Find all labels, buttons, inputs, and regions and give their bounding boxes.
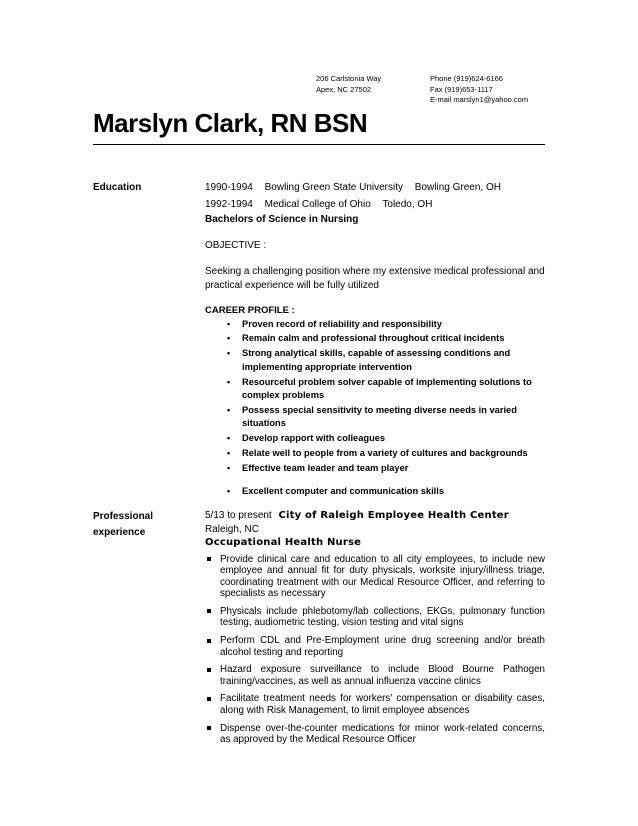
square-bullet-icon (207, 557, 211, 561)
square-bullet-icon (207, 697, 211, 701)
list-item: • Resourceful problem solver capable of implementing solutions to complex problems (227, 376, 532, 401)
list-item: • Remain calm and professional throughout critical incidents (205, 332, 545, 345)
list-item: Physicals include phlebotomy/lab collections, EKGs, pulmonary function testing, audiometric testing, vision testing and vital signs (205, 606, 545, 629)
career-profile-heading: CAREER PROFILE : (205, 305, 295, 316)
education-location: Toledo, OH (382, 198, 433, 210)
list-item: Dispense over-the-counter medications for minor work-related concerns, as approved by the Medical Resource Officer (205, 723, 545, 746)
list-item: Perform CDL and Pre-Employment urine drug screening and/or breath alcohol testing and reporting (205, 635, 545, 658)
education-label: Education (93, 182, 142, 193)
list-item: Facilitate treatment needs for workers’ compensation or disability cases, along with Risk Management, to limit employee absences (205, 693, 545, 716)
address-block (316, 74, 381, 95)
header-divider (93, 144, 545, 145)
education-section (205, 181, 545, 500)
list-item: • Develop rapport with colleagues (205, 432, 545, 445)
fax-text: Fax (919)653-1117 (430, 84, 493, 94)
square-bullet-icon (207, 668, 211, 672)
bullet-icon: • (227, 448, 231, 459)
education-years: 1990-1994 (205, 182, 253, 193)
education-school: Medical College of Ohio (264, 198, 371, 210)
degree-text: Bachelors of Science in Nursing (205, 214, 359, 225)
objective-heading: OBJECTIVE : (205, 239, 267, 251)
job-title: Occupational Health Nurse (205, 537, 362, 548)
education-entry (205, 198, 545, 212)
resume-name: Marslyn Clark, RN BSN (93, 108, 368, 138)
education-years: 1992-1994 (205, 198, 253, 210)
job-duties-list (205, 554, 545, 746)
square-bullet-icon (207, 639, 211, 643)
career-profile-list (205, 318, 545, 499)
job-header (205, 509, 545, 523)
bullet-icon: • (227, 348, 231, 359)
bullet-icon: • (227, 333, 231, 344)
job-date: 5/13 to present (205, 510, 272, 521)
address-line-1: 206 Carlstonia Way (316, 74, 382, 83)
bullet-icon: • (227, 433, 231, 444)
bullet-icon: • (227, 318, 231, 329)
list-item: • Effective team leader and team player (205, 462, 545, 475)
email-text: E-mail marslyn1@yahoo.com (430, 95, 529, 104)
list-item: • Relate well to people from a variety of cultures and backgrounds (205, 447, 545, 460)
experience-section (205, 509, 545, 752)
job-location: Raleigh, NC (205, 523, 259, 535)
bullet-icon: • (227, 486, 231, 497)
bullet-icon: • (227, 376, 231, 387)
list-item: Hazard exposure surveillance to include Blood Bourne Pathogen training/vaccines, as well as annual influenza vaccine clinics (205, 664, 545, 687)
objective-text: Seeking a challenging position where my extensive medical professional and practical experience will be fully utilized (205, 266, 545, 291)
list-item: • Proven record of reliability and responsibility (205, 318, 545, 331)
list-item: Provide clinical care and education to all city employees, to include new employee and annual fit for duty physicals, worksite injury/illness triage, coordinating treatment with our Medical Resource Officer, and referring to specialists as necessary (205, 554, 545, 600)
square-bullet-icon (207, 609, 211, 613)
list-item: • Possess special sensitivity to meeting diverse needs in varied situations (227, 404, 517, 429)
education-school: Bowling Green State University (264, 182, 404, 193)
list-item: • Excellent computer and communication skills (205, 485, 545, 498)
job-employer: City of Raleigh Employee Health Center (278, 510, 509, 521)
phone-text: Phone (919)624-6166 (430, 74, 503, 83)
square-bullet-icon (207, 726, 211, 730)
bullet-icon: • (227, 404, 231, 415)
contact-numbers-block (430, 74, 528, 106)
bullet-icon: • (227, 463, 231, 474)
list-item: • Strong analytical skills, capable of assessing conditions and implementing appropriate intervention (227, 348, 511, 372)
education-entry (205, 181, 545, 195)
experience-label: Professional experience (93, 511, 154, 538)
education-location: Bowling Green, OH (414, 182, 501, 193)
address-line-2: Apex, NC 27502 (316, 84, 372, 94)
